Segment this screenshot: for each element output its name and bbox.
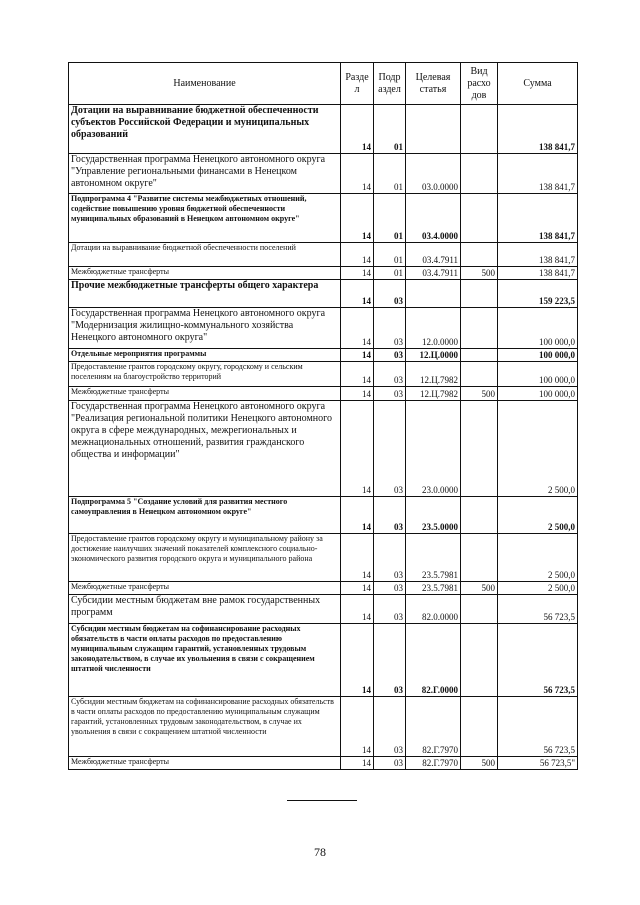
table-row — [69, 401, 578, 497]
table-row — [69, 387, 578, 401]
row-subsection: 03 — [374, 401, 406, 497]
row-section: 14 — [341, 349, 374, 362]
table-row — [69, 595, 578, 624]
row-subsection: 01 — [374, 154, 406, 194]
row-target: 82.Г.7970 — [406, 697, 461, 757]
header-section: Разде л — [341, 63, 374, 105]
row-expense-type — [461, 624, 498, 697]
row-section: 14 — [341, 280, 374, 308]
row-sum: 138 841,7 — [498, 154, 578, 194]
row-name: Межбюджетные трансферты — [69, 267, 341, 280]
table-row — [69, 582, 578, 595]
row-section: 14 — [341, 308, 374, 349]
row-target — [406, 280, 461, 308]
row-section: 14 — [341, 595, 374, 624]
row-subsection: 03 — [374, 534, 406, 582]
row-section: 14 — [341, 497, 374, 534]
table-row — [69, 624, 578, 697]
header-subsection: Подр аздел — [374, 63, 406, 105]
row-target: 82.Г.7970 — [406, 757, 461, 770]
table-row — [69, 105, 578, 154]
table-row — [69, 497, 578, 534]
table-header-row — [69, 63, 578, 105]
row-section: 14 — [341, 194, 374, 243]
page-number: 78 — [314, 845, 326, 859]
row-subsection: 03 — [374, 349, 406, 362]
row-expense-type — [461, 349, 498, 362]
table-row — [69, 194, 578, 243]
row-subsection: 03 — [374, 308, 406, 349]
row-subsection: 01 — [374, 243, 406, 267]
row-name: Дотации на выравнивание бюджетной обеспеченности поселений — [69, 243, 341, 267]
row-sum: 138 841,7 — [498, 194, 578, 243]
row-expense-type — [461, 401, 498, 497]
row-sum: 138 841,7 — [498, 105, 578, 154]
table-row — [69, 308, 578, 349]
row-name: Подпрограмма 4 "Развитие системы межбюджетных отношений, содействие повышению уровня бюджетной обеспеченности муниципальных образований в Ненецком автономном округе" — [69, 194, 341, 243]
row-target — [406, 105, 461, 154]
row-expense-type — [461, 697, 498, 757]
row-name: Субсидии местным бюджетам на софинансирование расходных обязательств в части оплаты расходов по предоставлению муниципальным служащим гарантий, установленных трудовым законодательством, в случае их увольнения в связи с сокращением штатной численности — [69, 697, 341, 757]
row-subsection: 01 — [374, 194, 406, 243]
row-target: 23.5.7981 — [406, 534, 461, 582]
row-subsection: 03 — [374, 757, 406, 770]
row-section: 14 — [341, 267, 374, 280]
table-row — [69, 280, 578, 308]
row-sum: 100 000,0 — [498, 362, 578, 387]
row-sum: 138 841,7 — [498, 243, 578, 267]
row-section: 14 — [341, 757, 374, 770]
table-row — [69, 757, 578, 770]
header-expense-type: Вид расхо дов — [461, 63, 498, 105]
row-subsection: 03 — [374, 582, 406, 595]
row-expense-type — [461, 154, 498, 194]
row-sum: 2 500,0 — [498, 497, 578, 534]
row-name: Предоставление грантов городскому округу и муниципальному району за достижение наилучших значений показателей комплексного социально-экономического развития городского округа и муниципального района — [69, 534, 341, 582]
row-target: 12.0.0000 — [406, 308, 461, 349]
row-target: 23.5.7981 — [406, 582, 461, 595]
row-name: Отдельные мероприятия программы — [69, 349, 341, 362]
row-expense-type — [461, 362, 498, 387]
row-target: 82.0.0000 — [406, 595, 461, 624]
row-name: Межбюджетные трансферты — [69, 387, 341, 401]
row-target: 03.4.0000 — [406, 194, 461, 243]
row-target: 03.0.0000 — [406, 154, 461, 194]
row-name: Субсидии местным бюджетам на софинансирование расходных обязательств в части оплаты расходов по предоставлению муниципальным служащим гарантий, установленных трудовым законодательством, в случае их увольнения в связи с сокращением штатной численности — [69, 624, 341, 697]
row-name: Предоставление грантов городскому округу, городскому и сельским поселениям на благоустройство территорий — [69, 362, 341, 387]
row-expense-type — [461, 243, 498, 267]
row-name: Подпрограмма 5 "Создание условий для развития местного самоуправления в Ненецком автономном округе" — [69, 497, 341, 534]
row-name: Государственная программа Ненецкого автономного округа "Управление региональными финансами в Ненецком автономном округе" — [69, 154, 341, 194]
row-target: 82.Г.0000 — [406, 624, 461, 697]
row-subsection: 01 — [374, 267, 406, 280]
footnote-divider — [287, 800, 357, 801]
row-sum: 56 723,5 — [498, 595, 578, 624]
row-expense-type: 500 — [461, 387, 498, 401]
row-section: 14 — [341, 697, 374, 757]
row-section: 14 — [341, 624, 374, 697]
row-sum: 2 500,0 — [498, 401, 578, 497]
row-expense-type: 500 — [461, 267, 498, 280]
row-sum: 56 723,5" — [498, 757, 578, 770]
row-name: Межбюджетные трансферты — [69, 757, 341, 770]
table-body — [69, 105, 578, 770]
header-sum: Сумма — [498, 63, 578, 105]
table-row — [69, 534, 578, 582]
row-expense-type — [461, 497, 498, 534]
row-name: Дотации на выравнивание бюджетной обеспеченности субъектов Российской Федерации и муниципальных образований — [69, 105, 341, 154]
row-expense-type — [461, 308, 498, 349]
row-subsection: 03 — [374, 387, 406, 401]
header-target: Целевая статья — [406, 63, 461, 105]
row-section: 14 — [341, 582, 374, 595]
row-section: 14 — [341, 105, 374, 154]
row-target: 23.0.0000 — [406, 401, 461, 497]
row-sum: 56 723,5 — [498, 624, 578, 697]
table-row — [69, 362, 578, 387]
row-section: 14 — [341, 243, 374, 267]
header-name: Наименование — [69, 63, 341, 105]
row-subsection: 03 — [374, 497, 406, 534]
row-target: 12.Ц.7982 — [406, 362, 461, 387]
row-expense-type: 500 — [461, 582, 498, 595]
table-row — [69, 267, 578, 280]
row-name: Государственная программа Ненецкого автономного округа "Реализация региональной политики Ненецкого автономного округа в сфере международных, межрегиональных и межнациональных отношений, развития гражданского общества и информации" — [69, 401, 341, 497]
row-target: 12.Ц.7982 — [406, 387, 461, 401]
row-expense-type — [461, 534, 498, 582]
row-expense-type — [461, 105, 498, 154]
row-expense-type — [461, 280, 498, 308]
row-subsection: 03 — [374, 624, 406, 697]
row-target: 23.5.0000 — [406, 497, 461, 534]
row-target: 12.Ц.0000 — [406, 349, 461, 362]
row-section: 14 — [341, 401, 374, 497]
row-name: Государственная программа Ненецкого автономного округа "Модернизация жилищно-коммунального хозяйства Ненецкого автономного округа" — [69, 308, 341, 349]
row-expense-type: 500 — [461, 757, 498, 770]
row-target: 03.4.7911 — [406, 243, 461, 267]
row-name: Субсидии местным бюджетам вне рамок государственных программ — [69, 595, 341, 624]
row-name: Прочие межбюджетные трансферты общего характера — [69, 280, 341, 308]
row-sum: 56 723,5 — [498, 697, 578, 757]
row-section: 14 — [341, 534, 374, 582]
row-target: 03.4.7911 — [406, 267, 461, 280]
table-row — [69, 243, 578, 267]
row-subsection: 03 — [374, 697, 406, 757]
row-expense-type — [461, 595, 498, 624]
row-subsection: 03 — [374, 280, 406, 308]
table-row — [69, 154, 578, 194]
row-sum: 2 500,0 — [498, 534, 578, 582]
row-section: 14 — [341, 154, 374, 194]
row-sum: 100 000,0 — [498, 387, 578, 401]
row-sum: 100 000,0 — [498, 349, 578, 362]
row-sum: 138 841,7 — [498, 267, 578, 280]
row-subsection: 03 — [374, 595, 406, 624]
table-row — [69, 697, 578, 757]
row-sum: 159 223,5 — [498, 280, 578, 308]
row-sum: 2 500,0 — [498, 582, 578, 595]
row-subsection: 03 — [374, 362, 406, 387]
row-expense-type — [461, 194, 498, 243]
table-row — [69, 349, 578, 362]
row-sum: 100 000,0 — [498, 308, 578, 349]
row-section: 14 — [341, 387, 374, 401]
row-subsection: 01 — [374, 105, 406, 154]
budget-table — [68, 62, 578, 770]
row-section: 14 — [341, 362, 374, 387]
row-name: Межбюджетные трансферты — [69, 582, 341, 595]
